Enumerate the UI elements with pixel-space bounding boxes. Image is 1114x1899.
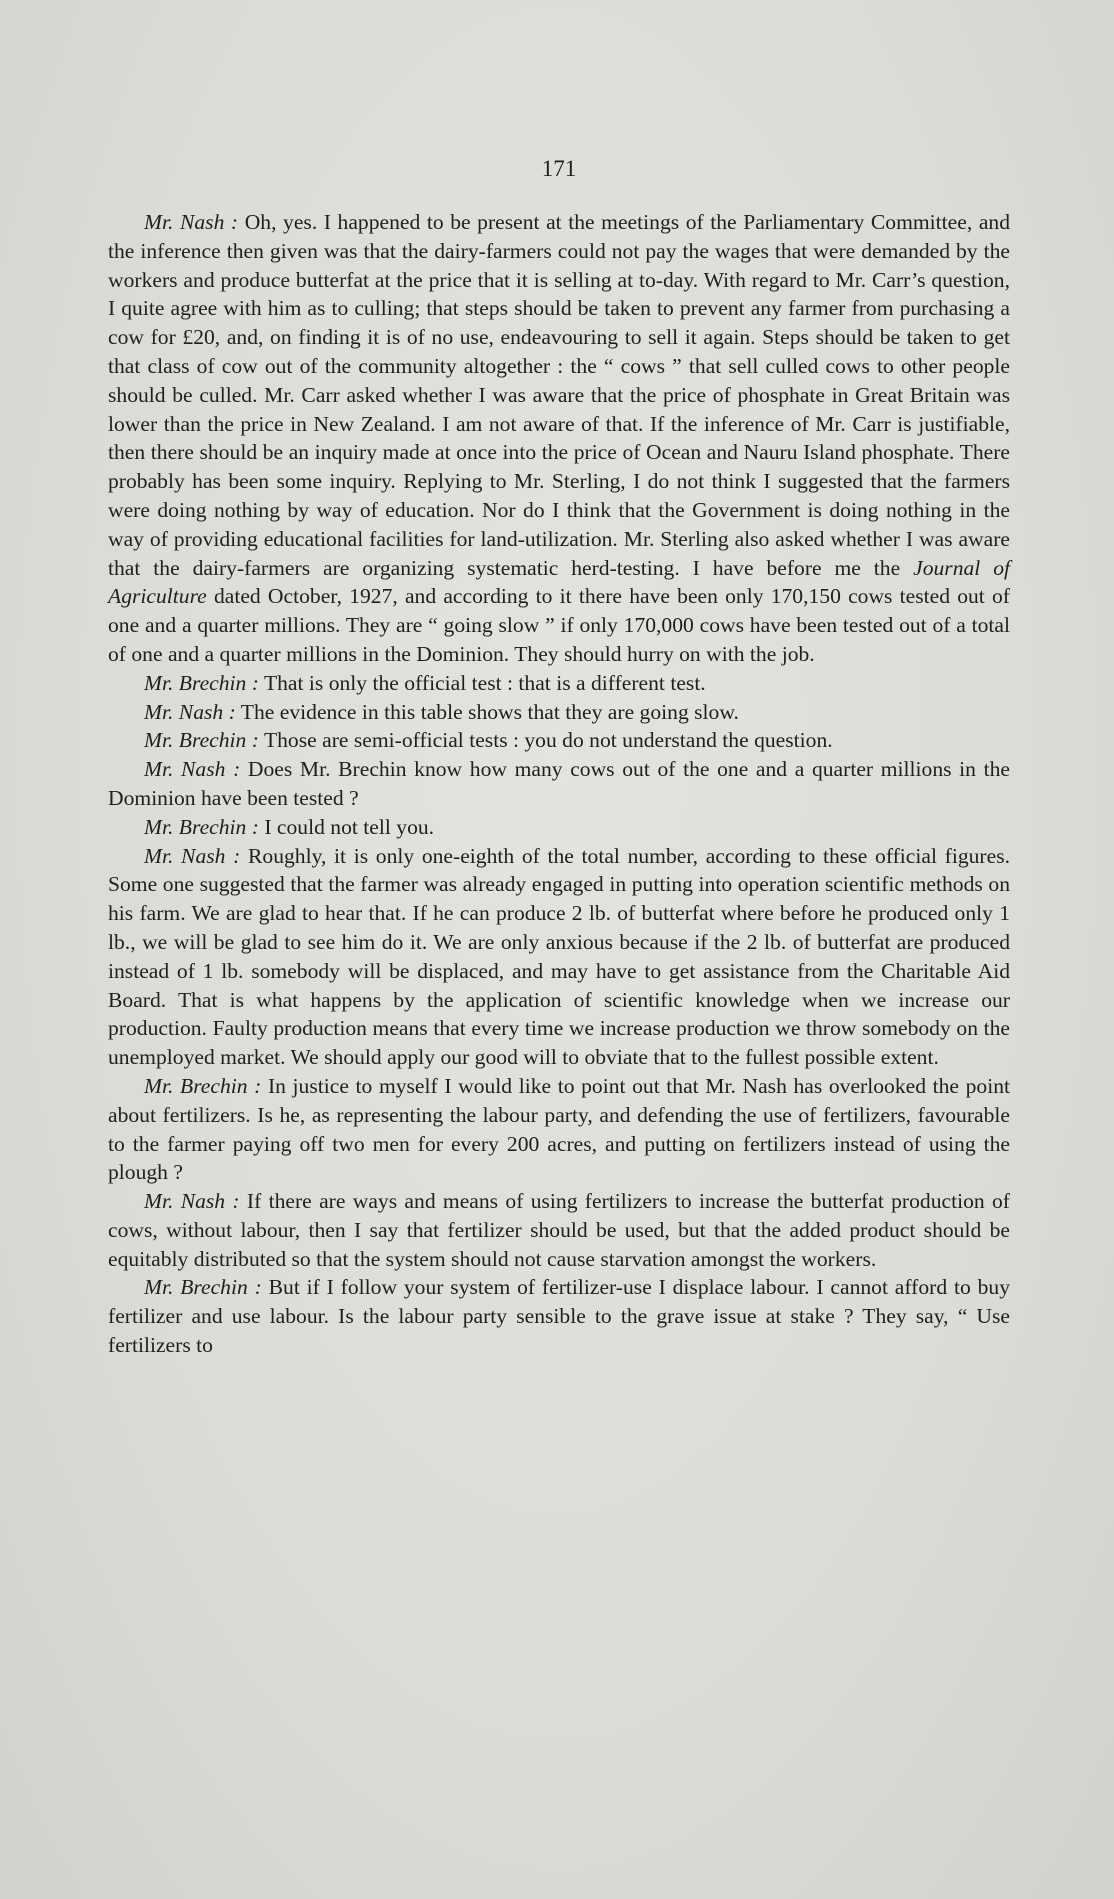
paragraph [108,1187,1010,1273]
speaker-name: Mr. Brechin : [144,1073,262,1098]
paragraph-text: Oh, yes. I happened to be present at the meetings of the Parliamentary Committee, and the inference then given was that the dairy-farmers could not pay the wages that were demanded by the workers and produce butterfat at the price that it is selling at to-day. With regard to Mr. Carr’s question, I quite agree with him as to culling; that steps should be taken to prevent any farmer from purchasing a cow for £20, and, on finding it is of no use, endeavouring to sell it again. Steps should be taken to get that class of cow out of the community altogether : the “ cows ” that sell culled cows to other people should be culled. Mr. Carr asked whether I was aware that the price of phosphate in Great Britain was lower than the price in New Zealand. I am not aware of that. If the inference of Mr. Carr is justifiable, then there should be an inquiry made at once into the price of Ocean and Nauru Island phosphate. There probably has been some inquiry. Replying to Mr. Sterling, I do not think I suggested that the farmers were doing nothing by way of education. Nor do I think that the Government is doing nothing in the way of providing educational facilities for land-utilization. Mr. Sterling also asked whether I was aware that the dairy-farmers are organizing systematic herd-testing. I have before me the [108,210,1010,580]
paragraph-text: In justice to myself I would like to point out that Mr. Nash has overlooked the point about fertilizers. Is he, as representing the labour party, and defending the use of fertilizers, favourable to the farmer paying off two men for every 200 acres, and putting on fertilizers instead of using the plough ? [108,1073,1010,1185]
paragraph-text: Those are semi-official tests : you do not understand the question. [258,728,833,753]
speaker-name: Mr. Brechin : [144,670,259,695]
speaker-name: Mr. Nash : [144,843,241,868]
paragraph [108,1273,1010,1359]
page-number: 171 [541,156,577,181]
paragraph-text: If there are ways and means of using fertilizers to increase the butterfat production of cows, without labour, then I say that fertilizer should be used, but that the added product should be equitably distributed so that the system should not cause starvation amongst the workers. [108,1189,1010,1271]
paragraph [108,755,1010,813]
paragraph-text: That is only the official test : that is a different test. [258,670,706,695]
paragraph [108,842,1010,1072]
paragraph [108,208,1010,669]
speaker-name: Mr. Brechin : [144,814,259,839]
paragraph-text: Roughly, it is only one-eighth of the total number, according to these official figures. Some one suggested that the farmer was already engaged in putting into operation scientific methods on his farm. We are glad to hear that. If he can produce 2 lb. of butterfat where before he produced only 1 lb., we will be glad to see him do it. We are only anxious because if the 2 lb. of butterfat are produced instead of 1 lb. somebody will be displaced, and may have to get assistance from the Charitable Aid Board. That is what happens by the application of scientific knowledge when we increase our production. Faulty production means that every time we increase production we throw somebody on the unemployed market. We should apply our good will to obviate that to the fullest possible extent. [108,843,1010,1070]
paragraph-text: The evidence in this table shows that they are going slow. [235,699,739,724]
paragraph-text: dated October, 1927, and according to it there have been only 170,150 cows tested out of one and a quarter millions. They are “ going slow ” if only 170,000 cows have been tested out of a total of one and a quarter millions in the Dominion. They should hurry on with the job. [108,584,1010,666]
journal-title: Journal of Agriculture [108,555,1010,609]
paragraph-text: But if I follow your system of fertilizer-use I displace labour. I cannot afford to buy fertilizer and use labour. Is the labour party sensible to the grave issue at stake ? They say, “ Use fertilizers to [108,1275,1010,1358]
paragraph-text: I could not tell you. [258,814,435,839]
paragraph [108,813,1010,842]
paragraph [108,726,1010,755]
paragraph [108,698,1010,727]
paragraph-text: Does Mr. Brechin know how many cows out of the one and a quarter millions in the Dominion have been tested ? [108,757,1010,810]
paragraph [108,669,1010,698]
speaker-name: Mr. Nash : [144,210,239,234]
document-body [108,208,1010,1360]
speaker-name: Mr. Nash : [144,757,241,782]
paragraph [108,1072,1010,1187]
speaker-name: Mr. Nash : [144,699,236,724]
speaker-name: Mr. Nash : [144,1189,240,1214]
speaker-name: Mr. Brechin : [144,1275,262,1300]
speaker-name: Mr. Brechin : [144,728,259,753]
